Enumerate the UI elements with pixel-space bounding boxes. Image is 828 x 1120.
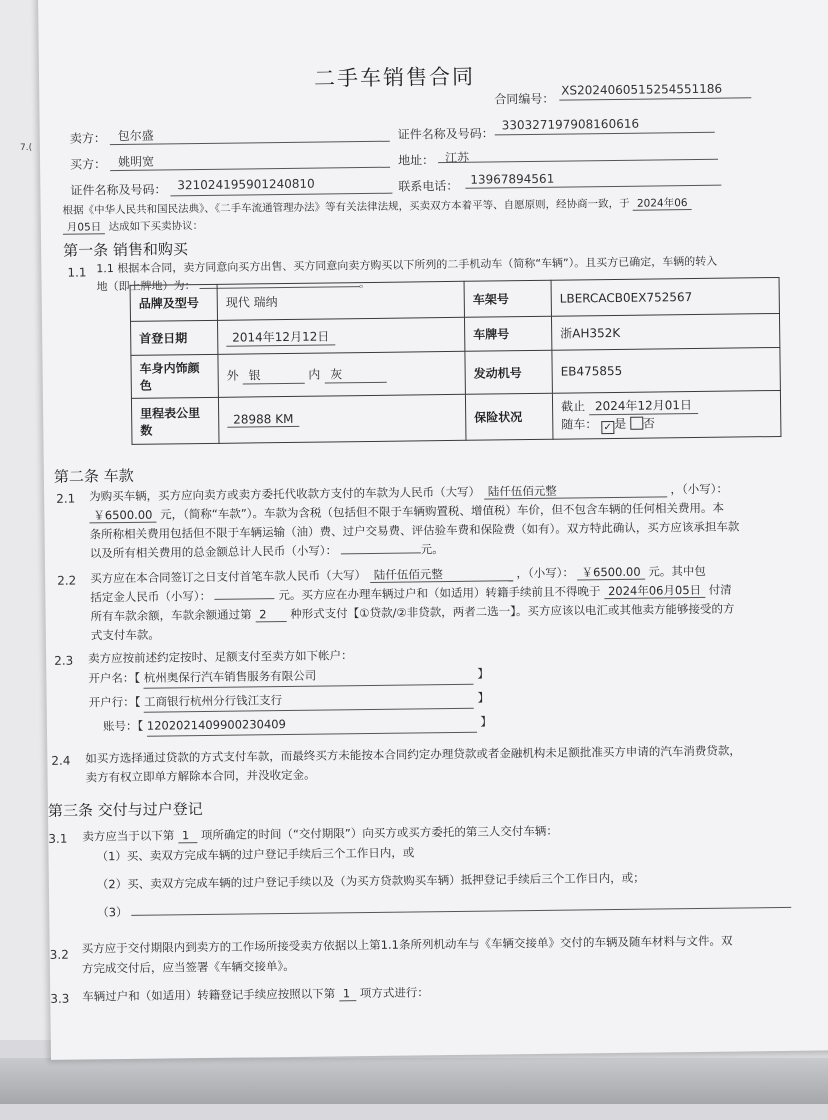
clause-2-1-text-c: 元，（简称“车款”）。车款为含税（包括但不限于车辆购置税、增值税）车价，但不包含车辆的任何相关费用。本 (160, 500, 725, 522)
clause-2-1-text-b: ，（小写）： (670, 481, 728, 497)
clause-2-2-text-d: 括定金人民币（小写）： (90, 588, 212, 605)
preamble-line2 (63, 217, 203, 238)
clause-1-1-num: 1.1 (67, 265, 87, 280)
buyer-name: 姚明宽 (117, 154, 155, 170)
clause-2-1-amount-cn: 陆仟伍佰元整 (484, 482, 667, 499)
clause-2-2-text-a: 买方应在本合同签订之日支付首笔车款人民币（大写） (90, 568, 367, 586)
clause-2-2-method: 2 (255, 607, 287, 622)
seller-label: 卖方： (69, 131, 106, 146)
account-no-close: 】 (480, 714, 493, 729)
account-name-value: 杭州奥保行汽车销售服务有限公司 (144, 665, 474, 689)
contract-no-label: 合同编号： (494, 91, 555, 107)
seller-name: 包尔盛 (117, 128, 154, 144)
plate-label: 车牌号 (464, 316, 551, 351)
clause-3-2-line2: 方完成交付后，应当签署《车辆交接单》。 (81, 958, 295, 976)
buyer-addr-value: 江苏 (444, 150, 470, 166)
no-label: 否 (642, 416, 656, 431)
account-name-row (88, 665, 489, 690)
seller-id-value: 330327197908160616 (501, 116, 640, 133)
margin-mark: 7.( (20, 143, 33, 153)
clause-3-3-item: 1 (339, 986, 357, 1001)
insurance-label: 保险状况 (465, 393, 553, 440)
clause-2-1-line4 (90, 540, 444, 563)
color-cell (218, 351, 466, 397)
vehicle-info-table (130, 277, 782, 445)
clause-2-1-text-f: 元。 (420, 542, 444, 557)
reg-date-value: 2014年12月12日 (226, 327, 335, 346)
brand-label: 品牌及型号 (130, 284, 217, 321)
color-inner-value: 灰 (324, 365, 386, 384)
clause-3-3-text-b: 项方式进行： (359, 985, 429, 1001)
color-inner-label: 内 (308, 367, 321, 382)
vin-label: 车架号 (464, 280, 551, 317)
clause-2-1-amount: ￥6500.00 (89, 508, 156, 524)
preamble-text: 根据《中华人民共和国民法典》、《二手车流通管理办法》等有关法律法规，买卖双方本着平等、自愿原则，经协商一致，于 (62, 197, 630, 217)
clause-3-1-num: 3.1 (48, 831, 68, 846)
contract-title: 二手车销售合同 (313, 64, 476, 91)
preamble-date-b: 月05日 (63, 221, 106, 235)
reg-date-cell (218, 317, 465, 354)
account-no-row (103, 713, 492, 738)
clause-2-2-line4: 式支付车款。 (90, 627, 160, 643)
color-outer-label: 外 (226, 368, 239, 383)
buyer-id-value: 321024195901240810 (177, 176, 315, 193)
article3-title: 第三条 交付与过户登记 (47, 800, 203, 820)
insurance-follow-label: 随车： (561, 417, 598, 432)
clause-3-1-option3-label: （3） (97, 904, 128, 920)
clause-2-1-line3: 条所称相关费用包括但不限于车辆运输（油）费、过户交易费、评估验车费和保险费（如有）。双方特此确认，买方应该承担车款 (89, 519, 740, 542)
article2-title: 第二条 车款 (53, 466, 134, 486)
clause-3-1-text-a: 卖方应当于以下第 (82, 828, 175, 844)
clause-2-3-text: 卖方应按前述约定按时、足额支付至卖方如下帐户： (88, 648, 353, 666)
clause-2-2-text-f: 付清 (708, 582, 732, 597)
clause-3-1-option1: （1）买、卖双方完成车辆的过户登记手续后三个工作日内，或 (96, 845, 415, 864)
clause-3-1-option3 (97, 895, 791, 922)
insurance-cell (552, 390, 781, 439)
clause-3-2-line1: 买方应于交付期限内到卖方的工作场所接受卖方依据以上第1.1条所列机动车与《车辆交接单》交付的车辆及随车材料与文件。双 (81, 933, 733, 956)
yes-label: 是 (614, 416, 627, 431)
clause-3-1-text-b: 项所确定的时间（“交付期限”）向买方或买方委托的第三人交付车辆： (200, 823, 558, 843)
contract-no-value: XS202406051525455118​6 (561, 81, 723, 98)
clause-2-4-line1: 如买方选择通过贷款的方式支付车款，而最终买方未能按本合同约定办理贷款或者金融机构未足额批准买方申请的汽车消费贷款， (85, 743, 741, 766)
buyer-id-label: 证件名称及号码： (70, 182, 167, 198)
preamble-date-a: 2024年06 (633, 197, 692, 211)
clause-2-1-num: 2.1 (56, 491, 76, 506)
mileage-label: 里程表公里数 (131, 397, 219, 444)
buyer-addr-line (438, 159, 718, 163)
brand-value: 现代 瑞纳 (217, 281, 464, 320)
insurance-date: 2024年12月01日 (589, 396, 698, 415)
clause-2-2-text-c: 元。其中包 (648, 563, 706, 579)
buyer-phone-value: 13967894561 (470, 171, 555, 187)
reg-date-label: 首登日期 (131, 320, 218, 355)
clause-3-1-line (82, 822, 558, 847)
buyer-label: 买方： (70, 157, 107, 172)
account-name-close: 】 (477, 666, 489, 681)
buyer-phone-label: 联系电话： (398, 178, 459, 194)
clause-3-3-text-a: 车辆过户和（如适用）转籍登记手续应按照以下第 (82, 986, 336, 1004)
clause-3-1-option2: （2）买、卖双方完成车辆的过户登记手续以及（为买方贷款购买车辆）抵押登记手续后三个工作日内，或； (96, 870, 645, 892)
checkbox-yes[interactable]: ✓ (601, 421, 614, 434)
preamble-text-2: 达成如下买卖协议： (108, 220, 204, 234)
clause-2-2-text-e: 元。买方应在办理车辆过户和（如适用）转籍手续前且不得晚于 (278, 584, 601, 603)
article1-title: 第一条 销售和购买 (63, 240, 189, 260)
vin-value: LBERCACB0EX752567 (551, 277, 779, 316)
clause-2-2-num: 2.2 (57, 573, 77, 588)
clause-1-1-text-a: 1.1 根据本合同，卖方同意向买方出售、买方同意向卖方购买以下所列的二手机动车（简称“车辆”）。且买方已确定，车辆的转入 (96, 254, 718, 276)
account-name-label: 开户名：【 (88, 670, 141, 686)
bank-label: 开户行：【 (88, 694, 141, 710)
account-no-label: 账号：【 (102, 718, 144, 734)
contract-page (38, 0, 828, 1060)
mileage-cell (218, 394, 466, 443)
account-no-value: 1202021409900230409 (147, 713, 477, 737)
clause-3-3-line (82, 983, 429, 1006)
clause-3-2-num: 3.2 (49, 947, 69, 962)
color-label: 车身内饰颜色 (131, 354, 219, 398)
bank-close: 】 (477, 690, 490, 705)
contract-no-line (559, 97, 751, 100)
engine-value: EB475855 (552, 347, 781, 393)
clause-2-1-text-a: 为购买车辆，买方应向卖方或卖方委托代收款方支付的车款为人民币（大写） (89, 484, 481, 504)
seller-id-label: 证件名称及号码： (397, 126, 494, 142)
clause-3-1-item: 1 (178, 828, 198, 843)
seller-id-line (495, 132, 715, 136)
insurance-until-label: 截止 (560, 399, 586, 414)
bank-value: 工商银行杭州分行钱江支行 (144, 689, 474, 713)
clause-1-1-period: 。 (358, 276, 371, 291)
clause-2-2-text-h: 种形式支付【①贷款/②非贷款，两者二选一】。买方应该以电汇或其他卖方能够接受的方 (290, 601, 735, 621)
clause-2-2-amount-cn: 陆仟伍佰元整 (370, 566, 513, 583)
plate-value: 浙AH352K (551, 313, 779, 350)
clause-1-1-label: 地（即上牌地）为： (96, 279, 196, 294)
engine-label: 发动机号 (465, 350, 553, 394)
clause-2-3-num: 2.3 (54, 653, 74, 668)
buyer-id-line (170, 193, 392, 197)
clause-3-3-num: 3.3 (50, 991, 70, 1006)
desk-surface (0, 1058, 828, 1104)
checkbox-no[interactable] (630, 417, 643, 430)
clause-2-4-line2: 卖方有权立即单方解除本合同，并没收定金。 (85, 767, 316, 785)
bank-row (89, 689, 490, 714)
buyer-addr-label: 地址： (397, 153, 435, 168)
clause-2-2-date: 2024年06月05日 (604, 583, 705, 599)
clause-2-4-num: 2.4 (51, 753, 71, 768)
clause-2-2-amount: ￥6500.00 (577, 565, 644, 581)
clause-2-1-text-e: 以及所有相关费用的总金额总计人民币（小写）： (89, 543, 338, 561)
mileage-value: 28988 KM (227, 412, 299, 428)
clause-2-2-text-g: 所有车款余额，车款余额通过第 (90, 607, 252, 624)
color-outer-value: 银 (242, 366, 304, 385)
clause-2-2-text-b: ，（小写）： (516, 565, 575, 581)
